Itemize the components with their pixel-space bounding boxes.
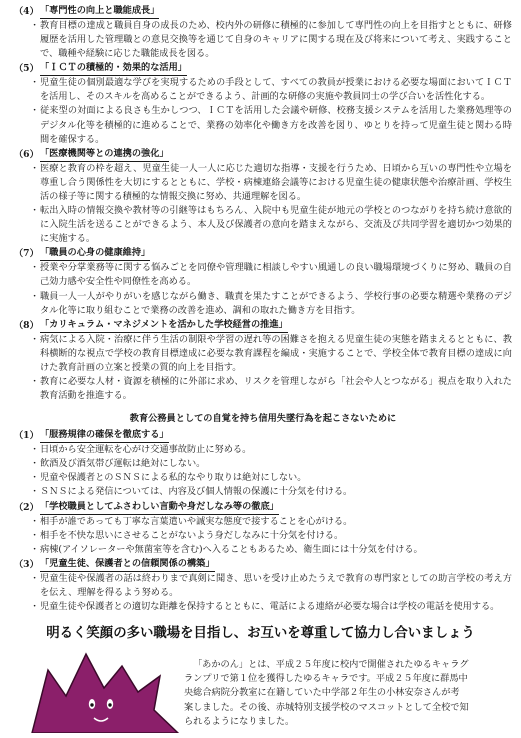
section-title: 「職員の心身の健康維持」 <box>40 246 150 261</box>
section-title: 「カリキュラム・マネジメントを活かした学校経営の推進」 <box>40 318 288 333</box>
bullet-text: 児童生徒の個別最適な学びを実現するための手段として、すべての教員が授業における必要な場面においてＩＣＴを活用し、そのスキルを高めることができるよう、計画的な研修の実施や教員同士の学び合いを活性化する。 <box>40 77 512 103</box>
bullet-item <box>30 333 512 375</box>
bullet-mark: ・ <box>30 77 40 89</box>
bullet-mark: ・ <box>30 290 40 302</box>
bullet-text: 教育目標の達成と職員自身の成長のため、校内外の研修に積極的に参加して専門性の向上を目指すとともに、研修履歴を活用した管理職との意見交換等を通じて自身のキャリアに関する現在及び将来について考え、実践することで、職種や経験に応じた職能成長を図る。 <box>40 20 512 60</box>
section-title: 「専門性の向上と職能成長」 <box>40 4 159 19</box>
section-heading <box>14 61 512 76</box>
section-block <box>14 61 512 146</box>
section-block <box>14 557 512 614</box>
mascot-description <box>184 658 512 729</box>
bullet-text: 日頃から安全運転を心がけ交通事故防止に努める。 <box>40 444 252 456</box>
mascot-description-line: 央総合病院分教室に在籍していた中学部２年生の小林安奈さんが考 <box>184 687 460 699</box>
section-heading <box>14 428 512 443</box>
section-title: 「医療機関等との連携の強化」 <box>40 147 169 162</box>
section-block <box>14 428 512 499</box>
bullet-mark: ・ <box>30 105 40 117</box>
bullet-text: 相手を不快な思いにさせることがないよう身だしなみに十分気を付ける。 <box>40 529 344 541</box>
bullet-text: 病棟(アイソレーターや無菌室等を含む)へ入ることもあるため、衛生面には十分気を付ける。 <box>40 543 423 555</box>
conduct-sections <box>14 428 512 614</box>
bullet-text: 転出入時の情報交換や教材等の引継等はもちろん、入院中も児童生徒が地元の学校とのつながりを持ち続け意欲的に入院生活を送ることができるよう、本人及び保護者の意向を踏まえながら、交流及び共同学習を適切かつ効果的に実施する。 <box>40 205 512 245</box>
section-block <box>14 4 512 61</box>
section-heading <box>14 500 512 515</box>
bullet-mark: ・ <box>30 572 40 584</box>
bullet-item <box>30 443 512 457</box>
section-number: （8） <box>14 319 39 331</box>
bullet-mark: ・ <box>30 333 40 345</box>
mascot-description-line: ランプリで第１位を獲得したゆるキャラです。平成２５年度に群馬中 <box>184 673 468 685</box>
bullet-item <box>30 76 512 104</box>
bullet-text: 飲酒及び酒気帯び運転は絶対にしない。 <box>40 458 206 470</box>
section-number: （2） <box>14 501 39 513</box>
bullet-item <box>30 572 512 600</box>
section-number: （1） <box>14 430 39 442</box>
bullet-mark: ・ <box>30 515 40 527</box>
bullet-item <box>30 375 512 403</box>
akanon-mascot-icon <box>26 652 186 733</box>
section-number: （5） <box>14 63 39 75</box>
section-heading <box>14 4 512 19</box>
bullet-item <box>30 600 512 614</box>
section-block <box>14 246 512 317</box>
bullet-mark: ・ <box>30 458 40 470</box>
section-title: 「服務規律の確保を徹底する」 <box>40 428 169 443</box>
section-number: （6） <box>14 148 39 160</box>
section-block <box>14 318 512 403</box>
bullet-item <box>30 162 512 204</box>
bullet-text: 児童生徒や保護者との適切な距離を保持するとともに、電話による連絡が必要な場合は学校の電話を使用する。 <box>40 601 500 612</box>
bullet-mark: ・ <box>30 543 40 555</box>
bullet-text: 授業や分掌業務等に関する悩みごとを同僚や管理職に相談しやすい風通しの良い職場環境づくりに努め、職員の自己効力感や安全性や同僚性を高める。 <box>40 262 512 288</box>
slogan: 明るく笑顔の多い職場を目指し、お互いを尊重して協力し合いましょう <box>46 626 475 641</box>
bullet-text: ＳＮＳによる発信については、内容及び個人情報の保護に十分気を付ける。 <box>40 486 353 498</box>
section-title: 「学校職員としてふさわしい言動や身だしなみ等の徹底」 <box>40 500 279 515</box>
bullet-text: 医療と教育の枠を超え、児童生徒一人一人に応じた適切な指導・支援を行うため、日頃から互いの専門性や立場を尊重し合う関係性を大切にするとともに、学校・病棟連絡会議等における児童生徒の健康状態や治療計画、学校生活の様子等に関する積極的な情報交換に努め、共通理解を図る。 <box>40 162 512 202</box>
bullet-text: 児童生徒や保護者の話は終わりまで真剣に聞き、思いを受け止めたうえで教育の専門家としての助言学校の考え方を伝え、理解を得るよう努める。 <box>40 572 512 598</box>
policy-document <box>14 4 512 614</box>
bullet-text: 教育に必要な人材・資源を積極的に外部に求め、リスクを管理しながら「社会や人とつながる」視点を取り入れた教育活動を推進する。 <box>40 375 512 402</box>
bullet-item <box>30 471 512 485</box>
section-title: 「ＩＣＴの積極的・効果的な活用」 <box>40 61 187 76</box>
section-number: （3） <box>14 558 39 570</box>
bullet-text: 病気による入院・治療に伴う生活の制限や学習の遅れ等の困難さを抱える児童生徒の実態を踏まえるとともに、教科横断的な視点で学校の教育目標達成に必要な教育課程を編成・実施することで、学校全体で教育目標の達成に向けた教育計画の立案と授業の質的向上を目指す。 <box>40 333 512 373</box>
bullet-mark: ・ <box>30 205 40 217</box>
bullet-mark: ・ <box>30 472 40 484</box>
public-servant-heading: 教育公務員としての自覚を持ち信用失墜行為を起こさないために <box>129 413 397 425</box>
mascot-description-line: 「あかのん」とは、平成２５年度に校内で開催されたゆるキャラグ <box>193 659 469 670</box>
bullet-mark: ・ <box>30 601 40 612</box>
section-block <box>14 147 512 247</box>
section-title: 「児童生徒、保護者との信頼関係の構築」 <box>40 557 215 572</box>
bullet-item <box>30 204 512 246</box>
mascot-description-line: られるようになりました。 <box>184 715 295 727</box>
mascot-description-line: 案しました。その後、赤城特別支援学校のマスコットとして全校で知 <box>184 701 469 713</box>
bullet-text: 職員一人一人がやりがいを感じながら働き、職責を果たすことができるよう、学校行事の必要な精選や業務のデジタル化等に取り組むことで業務の改善を進め、調和の取れた働き方を目指す。 <box>40 290 512 316</box>
bullet-text: 児童や保護者とのＳＮＳによる私的なやり取りは絶対にしない。 <box>40 472 307 484</box>
bullet-mark: ・ <box>30 20 40 31</box>
bullet-item <box>30 529 512 543</box>
bullet-mark: ・ <box>30 375 40 387</box>
section-block <box>14 500 512 557</box>
section-heading <box>14 147 512 162</box>
bullet-item <box>30 543 512 557</box>
section-number: （4） <box>14 6 39 17</box>
bullet-mark: ・ <box>30 444 40 456</box>
section-number: （7） <box>14 248 39 260</box>
bullet-item <box>30 515 512 529</box>
bullet-item <box>30 485 512 499</box>
bullet-text: 従来型の対面による良さも生かしつつ、ＩＣＴを活用した会議や研修、校務支援システムを活用した業務処理等のデジタル化等を積極的に進めることで、業務の効率化や働き方を改善を図り、ゆとりを持って児童生徒と関わる時間を確保する。 <box>40 105 512 145</box>
section-heading <box>14 557 512 572</box>
mascot-area <box>26 652 186 733</box>
bullet-item <box>30 457 512 471</box>
section-heading <box>14 246 512 261</box>
bullet-item <box>30 19 512 61</box>
section-heading <box>14 318 512 333</box>
bullet-mark: ・ <box>30 162 40 174</box>
bullet-mark: ・ <box>30 529 40 541</box>
bullet-item <box>30 290 512 318</box>
bullet-mark: ・ <box>30 262 40 274</box>
bullet-item <box>30 104 512 146</box>
bullet-mark: ・ <box>30 486 40 498</box>
bullet-text: 相手が誰であっても丁寧な言葉遣いや誠実な態度で接することを心がける。 <box>40 515 353 527</box>
bullet-item <box>30 261 512 289</box>
policy-sections-top <box>14 4 512 403</box>
